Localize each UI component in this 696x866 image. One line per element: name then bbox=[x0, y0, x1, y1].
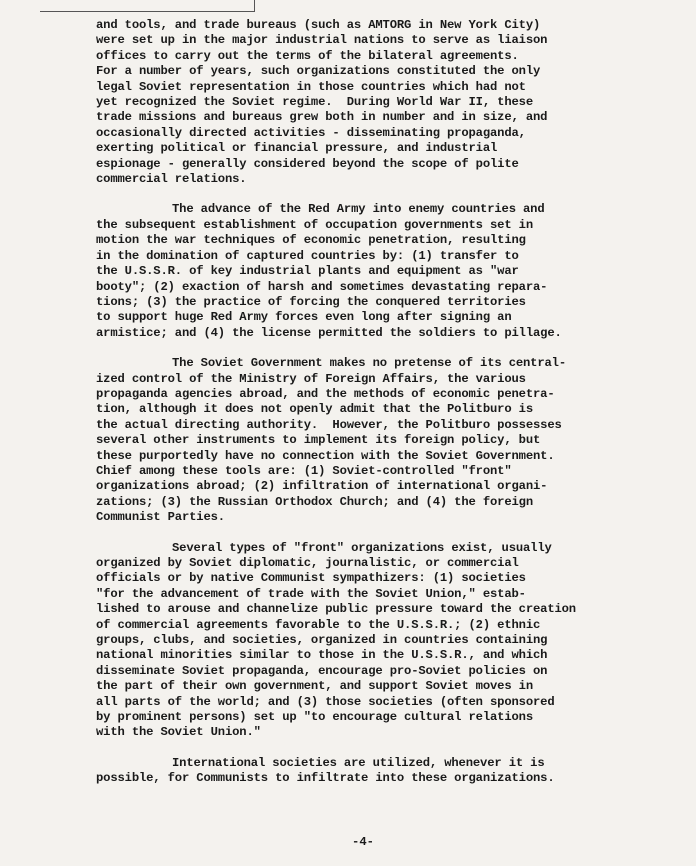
text-line: For a number of years, such organizations constituted the only bbox=[96, 64, 541, 79]
text-line: commercial relations. bbox=[96, 172, 247, 187]
text-line: motion the war techniques of economic penetration, resulting bbox=[96, 233, 526, 248]
text-line: occasionally directed activities - disseminating propaganda, bbox=[96, 125, 526, 140]
text-line: trade missions and bureaus grew both in number and in size, and bbox=[96, 110, 548, 125]
paragraph-4 bbox=[96, 541, 686, 741]
text-line: tion, although it does not openly admit that the Politburo is bbox=[96, 402, 533, 417]
text-line: Several types of "front" organizations exist, usually bbox=[172, 540, 552, 555]
text-line: to support huge Red Army forces even long after signing an bbox=[96, 310, 512, 325]
text-line: several other instruments to implement its foreign policy, but bbox=[96, 433, 541, 448]
text-line: Communist Parties. bbox=[96, 510, 225, 525]
text-line: national minorities similar to those in the U.S.S.R., and which bbox=[96, 648, 548, 663]
text-line: The Soviet Government makes no pretense of its central- bbox=[172, 356, 567, 371]
text-line: disseminate Soviet propaganda, encourage pro-Soviet policies on bbox=[96, 663, 548, 678]
text-line: and tools, and trade bureaus (such as AMTORG in New York City) bbox=[96, 18, 541, 32]
top-edge-tick bbox=[254, 0, 255, 12]
paragraph-spacer bbox=[96, 341, 686, 356]
text-line: of commercial agreements favorable to the U.S.S.R.; (2) ethnic bbox=[96, 617, 541, 632]
text-line: the actual directing authority. However, the Politburo possesses bbox=[96, 417, 562, 432]
text-line: the subsequent establishment of occupation governments set in bbox=[96, 217, 533, 232]
text-line: zations; (3) the Russian Orthodox Church; and (4) the foreign bbox=[96, 494, 533, 509]
text-line: International societies are utilized, whenever it is bbox=[172, 755, 545, 770]
top-edge-rule bbox=[40, 11, 255, 12]
paragraph-3 bbox=[96, 356, 686, 525]
text-line: the part of their own government, and support Soviet moves in bbox=[96, 679, 533, 694]
paragraph-spacer bbox=[96, 741, 686, 756]
text-line: booty"; (2) exaction of harsh and sometimes devastating repara- bbox=[96, 279, 548, 294]
paragraph-2 bbox=[96, 202, 686, 341]
text-line: all parts of the world; and (3) those societies (often sponsored bbox=[96, 694, 555, 709]
text-line: by prominent persons) set up "to encourage cultural relations bbox=[96, 710, 533, 725]
text-line: were set up in the major industrial nations to serve as liaison bbox=[96, 33, 548, 48]
text-line: tions; (3) the practice of forcing the conquered territories bbox=[96, 294, 526, 309]
text-line: "for the advancement of trade with the Soviet Union," estab- bbox=[96, 586, 526, 601]
paragraph-spacer bbox=[96, 526, 686, 541]
text-line: propaganda agencies abroad, and the methods of economic penetra- bbox=[96, 386, 555, 401]
text-line: in the domination of captured countries by: (1) transfer to bbox=[96, 248, 519, 263]
text-line: lished to arouse and channelize public pressure toward the creation bbox=[96, 602, 576, 617]
text-line: The advance of the Red Army into enemy countries and bbox=[172, 202, 545, 217]
text-line: with the Soviet Union." bbox=[96, 725, 261, 740]
paragraph-5 bbox=[96, 756, 686, 787]
text-line: yet recognized the Soviet regime. During World War II, these bbox=[96, 95, 533, 110]
body-text bbox=[96, 18, 686, 787]
text-line: these purportedly have no connection with the Soviet Government. bbox=[96, 448, 555, 463]
text-line: the U.S.S.R. of key industrial plants and equipment as "war bbox=[96, 264, 519, 279]
text-line: organized by Soviet diplomatic, journalistic, or commercial bbox=[96, 556, 519, 570]
text-line: ized control of the Ministry of Foreign Affairs, the various bbox=[96, 371, 526, 386]
page-number: -4- bbox=[352, 835, 374, 849]
text-line: exerting political or financial pressure, and industrial bbox=[96, 141, 498, 156]
text-line: organizations abroad; (2) infiltration of international organi- bbox=[96, 479, 548, 494]
text-line: groups, clubs, and societies, organized in countries containing bbox=[96, 633, 548, 648]
text-line: espionage - generally considered beyond the scope of polite bbox=[96, 156, 519, 171]
text-line: Chief among these tools are: (1) Soviet-controlled "front" bbox=[96, 463, 512, 478]
text-line: possible, for Communists to infiltrate into these organizations. bbox=[96, 771, 555, 786]
text-line: legal Soviet representation in those countries which had not bbox=[96, 79, 526, 94]
text-line: armistice; and (4) the license permitted the soldiers to pillage. bbox=[96, 325, 562, 340]
paragraph-1 bbox=[96, 18, 686, 187]
text-line: officials or by native Communist sympathizers: (1) societies bbox=[96, 571, 526, 586]
paragraph-spacer bbox=[96, 187, 686, 202]
text-line: offices to carry out the terms of the bilateral agreements. bbox=[96, 48, 519, 63]
